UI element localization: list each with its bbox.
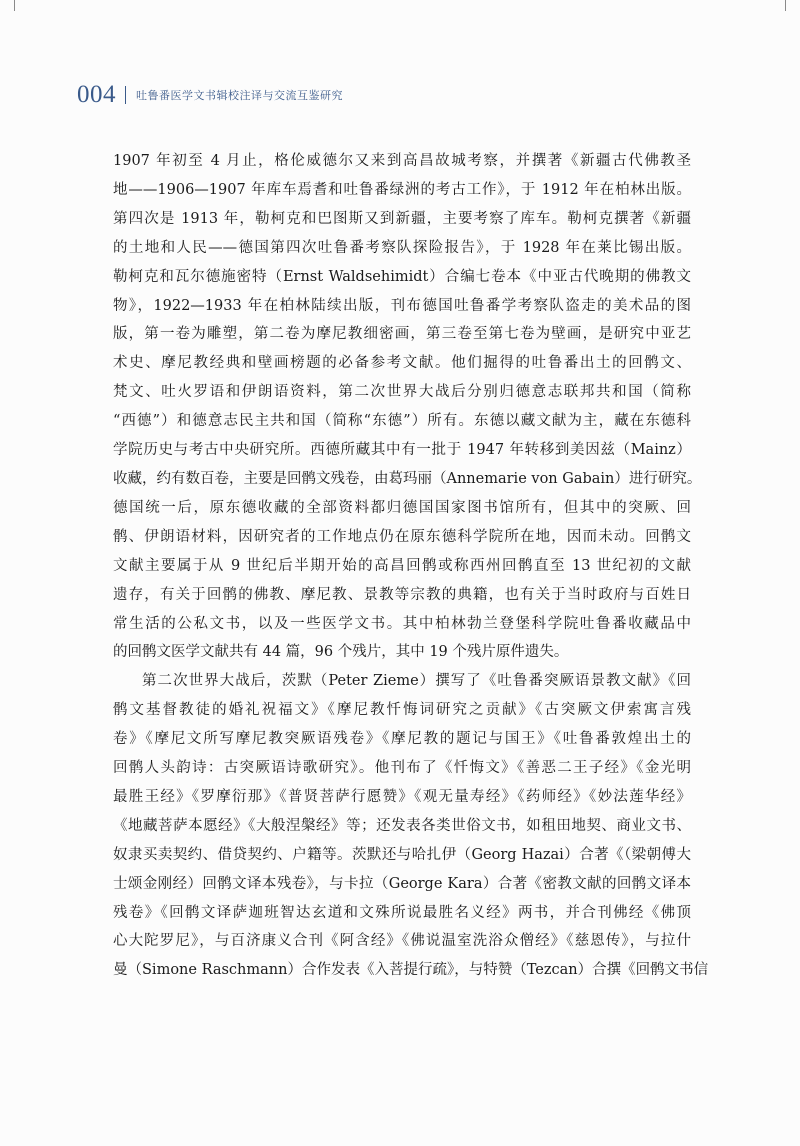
text-line: 鹘文基督教徒的婚礼祝福文》《摩尼教忏悔词研究之贡献》《古突厥文伊索寓言残 <box>113 702 691 719</box>
text-line: 德国统一后，原东德收藏的全部资料都归德国国家图书馆所有，但其中的突厥、回 <box>113 499 691 516</box>
text-line: 第二次世界大战后，茨默（Peter Zieme）撰写了《吐鲁番突厥语景教文献》《回 <box>142 673 691 690</box>
running-head-title: 吐鲁番医学文书辑校注译与交流互鉴研究 <box>136 89 343 102</box>
text-line: 收藏，约有数百卷，主要是回鹘文残卷，由葛玛丽（Annemarie von Gabain）进行研究。 <box>113 470 702 487</box>
text-line: 版，第一卷为雕塑，第二卷为摩尼教细密画，第三卷至第七卷为壁画，是研究中亚艺 <box>113 326 691 343</box>
text-line: 的回鹘文医学文献共有 44 篇，96 个残片，其中 19 个残片原件遗失。 <box>113 644 569 661</box>
text-line: 文献主要属于从 9 世纪后半期开始的高昌回鹘或称西州回鹘直至 13 世纪初的文献 <box>113 557 691 574</box>
page-number: 004 <box>77 81 116 108</box>
body-text <box>113 147 709 985</box>
text-line: 1907 年初至 4 月止，格伦威德尔又来到高昌故城考察，并撰著《新疆古代佛教圣 <box>113 153 691 169</box>
text-line: 回鹘人头韵诗：古突厥语诗歌研究》。他刊布了《忏悔文》《善恶二王子经》《金光明 <box>113 760 691 777</box>
text-line: 物》，1922—1933 年在柏林陆续出版，刊布德国吐鲁番学考察队盗走的美术品的图 <box>113 297 691 314</box>
header-divider <box>125 86 126 104</box>
text-line: 学院历史与考古中央研究所。西德所藏其中有一批于 1947 年转移到美因兹（Mainz） <box>113 442 691 459</box>
text-line: 残卷》《回鹘文译萨迦班智达玄道和文殊所说最胜名义经》两书，并合刊佛经《佛顶 <box>113 904 691 921</box>
text-line: 常生活的公私文书，以及一些医学文书。其中柏林勃兰登堡科学院吐鲁番收藏品中 <box>113 615 691 632</box>
paragraph <box>113 147 702 667</box>
text-line: 鹘、伊朗语材料，因研究者的工作地点仍在原东德科学院所在地，因而未动。回鹘文 <box>113 528 691 545</box>
text-line: 梵文、吐火罗语和伊朗语资料，第二次世界大战后分别归德意志联邦共和国（简称 <box>113 384 691 401</box>
text-line: 遗存，有关于回鹘的佛教、摩尼教、景教等宗教的典籍，也有关于当时政府与百姓日 <box>113 586 691 603</box>
text-line: 最胜王经》《罗摩衍那》《普贤菩萨行愿赞》《观无量寿经》《药师经》《妙法莲华经》 <box>113 788 691 805</box>
running-head <box>77 78 343 112</box>
text-line: 心大陀罗尼》，与百济康义合刊《阿含经》《佛说温室洗浴众僧经》《慈恩传》，与拉什 <box>113 933 691 950</box>
text-line: 术史、摩尼教经典和壁画榜题的必备参考文献。他们掘得的吐鲁番出土的回鹘文、 <box>113 355 691 372</box>
text-line: 勒柯克和瓦尔德施密特（Ernst Waldsehimidt）合编七卷本《中亚古代晚期的佛教文 <box>113 268 691 285</box>
crop-mark-right <box>785 0 786 11</box>
text-line: 士颂金刚经）回鹘文译本残卷》，与卡拉（George Kara）合著《密教文献的回鹘文译本 <box>113 875 691 892</box>
text-line: 《地藏菩萨本愿经》《大般涅槃经》等；还发表各类世俗文书，如租田地契、商业文书、 <box>113 817 691 834</box>
text-line: 第四次是 1913 年，勒柯克和巴图斯又到新疆，主要考察了库车。勒柯克撰著《新疆 <box>113 210 691 227</box>
crop-mark-left <box>14 0 15 11</box>
text-line: “西德”）和德意志民主共和国（简称“东德”）所有。东德以藏文献为主，藏在东德科 <box>113 413 691 430</box>
text-line: 地——1906—1907 年库车焉耆和吐鲁番绿洲的考古工作》，于 1912 年在柏林出版。 <box>113 181 691 198</box>
text-line: 曼（Simone Raschmann）合作发表《入菩提行疏》，与特赞（Tezcan）合撰《回鹘文书信 <box>113 962 709 979</box>
text-line: 的土地和人民——德国第四次吐鲁番考察队探险报告》，于 1928 年在莱比锡出版。 <box>113 239 691 256</box>
text-line: 卷》《摩尼文所写摩尼教突厥语残卷》《摩尼教的题记与国王》《吐鲁番敦煌出土的 <box>113 731 691 748</box>
text-line: 奴隶买卖契约、借贷契约、户籍等。茨默还与哈扎伊（Georg Hazai）合著《（梁朝傅大 <box>113 846 691 863</box>
paragraph <box>113 667 709 985</box>
